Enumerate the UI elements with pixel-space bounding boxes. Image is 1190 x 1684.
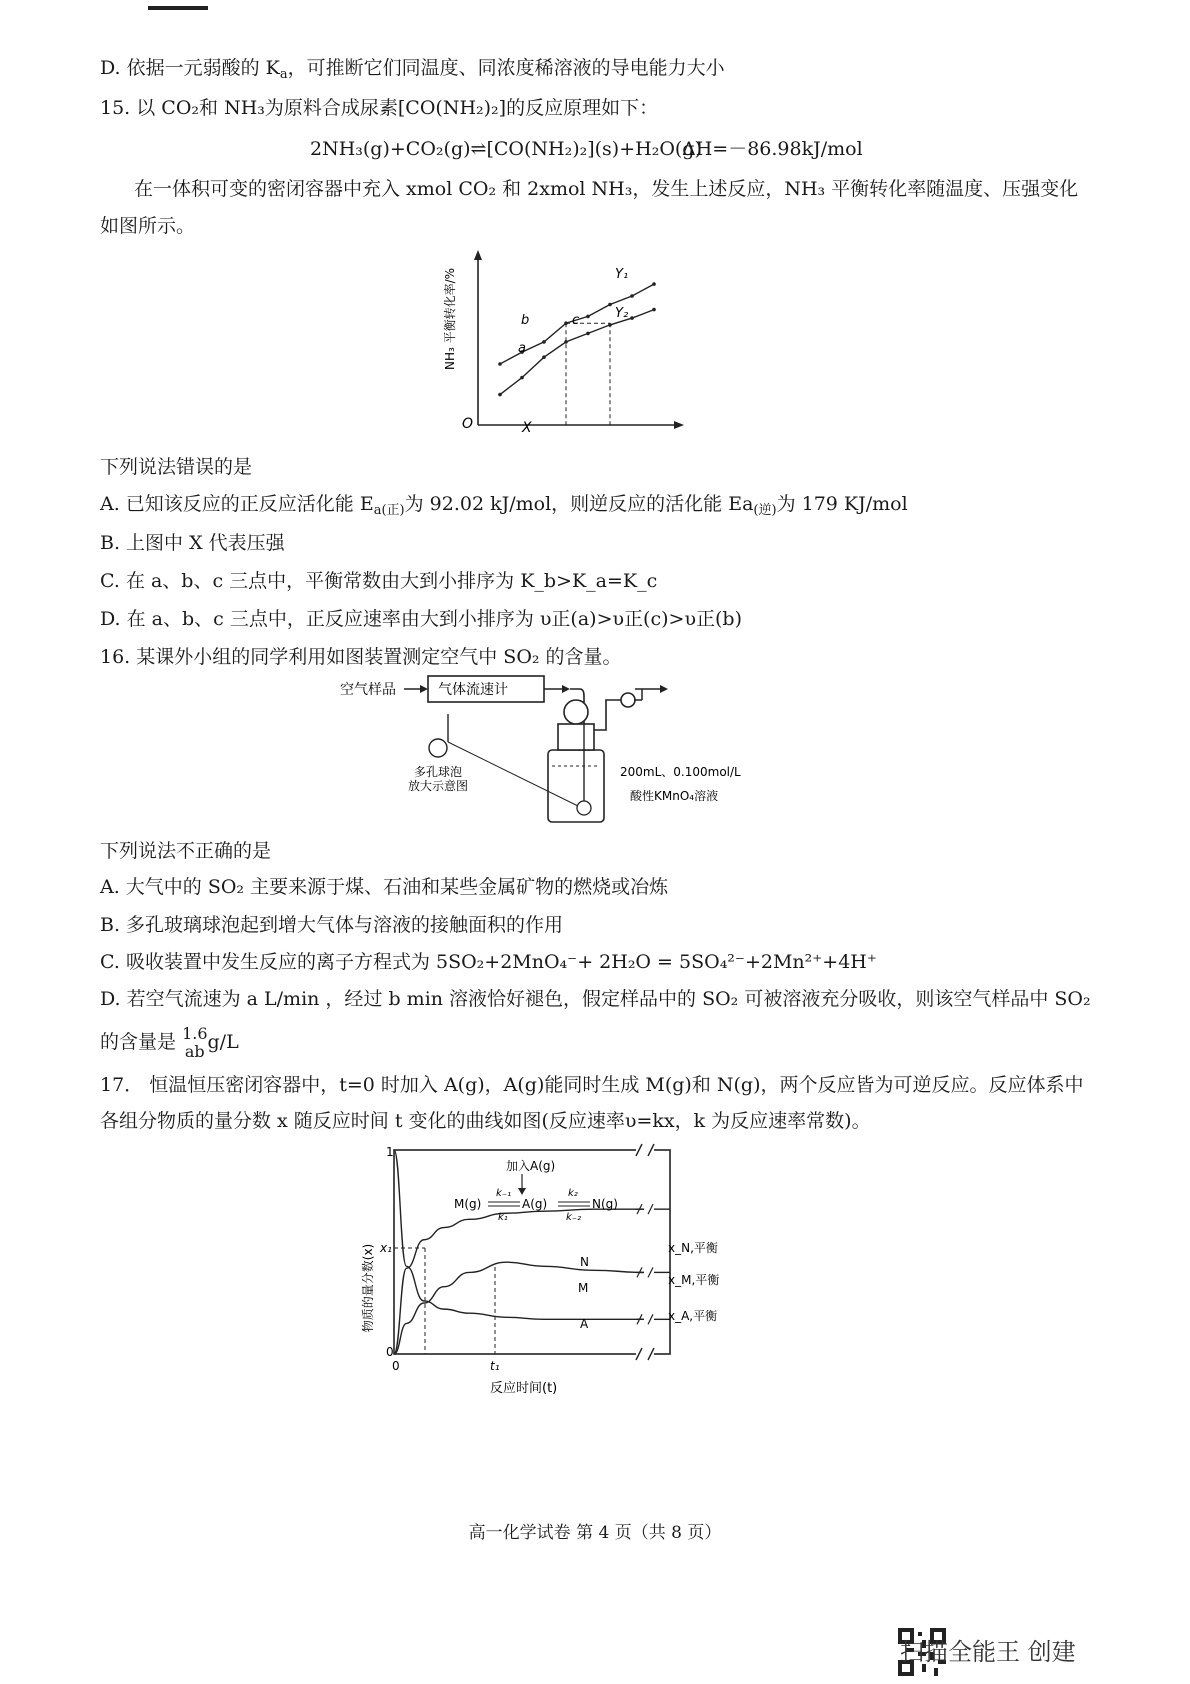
q16-option-d: D. 若空气流速为 a L/min ，经过 b min 溶液恰好褪色，假定样品中的 SO₂ 可被溶液充分吸收，则该空气样品中 SO₂ xyxy=(100,988,1091,1010)
series-2-point xyxy=(498,393,502,397)
q15-prompt: 下列说法错误的是 xyxy=(100,456,253,478)
k-2: k₂ xyxy=(568,1188,578,1199)
top-mark xyxy=(148,6,208,10)
k-1: k₁ xyxy=(498,1212,508,1223)
fraction: 1.6 ab xyxy=(182,1024,208,1061)
bottle-neck xyxy=(558,724,594,750)
scheme-n: N(g) xyxy=(592,1197,618,1211)
point-label-c: c xyxy=(572,313,580,328)
chart15-origin: O xyxy=(462,416,474,432)
arrow-head-3 xyxy=(660,685,668,693)
eq-label-xm: x_M,平衡 xyxy=(668,1273,720,1287)
add-arrow-head xyxy=(518,1188,526,1195)
bubble-magnified xyxy=(429,739,447,757)
solution-label-2: 酸性KMnO₄溶液 xyxy=(630,789,719,803)
q15-option-b: B. 上图中 X 代表压强 xyxy=(100,532,285,554)
series-2-point xyxy=(542,355,546,359)
series-1-point xyxy=(608,303,612,307)
series-1-point xyxy=(498,362,502,366)
curve-label-n: N xyxy=(580,1255,589,1269)
series-label-y1: Y₁ xyxy=(615,267,629,282)
series-1-point xyxy=(542,340,546,344)
q16-option-d-cont: 的含量是 1.6 ab g/L xyxy=(100,1024,239,1061)
curve-label-m: M xyxy=(578,1281,589,1295)
k-minus-1: k₋₁ xyxy=(496,1188,512,1199)
curve-A-break-2 xyxy=(648,1314,653,1324)
series-1-point xyxy=(586,315,590,319)
outlet-bulb xyxy=(621,693,635,707)
chart17-xlabel: 反应时间(t) xyxy=(490,1381,558,1396)
curve-A xyxy=(394,1150,644,1319)
q14-option-d: D. 依据一元弱酸的 $K_a$，可推断它们同温度、同浓度稀溶液的导电能力大小 xyxy=(100,57,725,82)
outlet-tube xyxy=(594,700,622,730)
q15-option-a: A. 已知该反应的正反应活化能 $E_{a(正)}$为 92.02 kJ/mol，则逆反应的活化能 $Ea_{(逆)}$为 179 KJ/mol xyxy=(100,493,908,518)
q15-desc-1: 在一体积可变的密闭容器中充入 xmol CO₂ 和 2xmol NH₃，发生上述反应，NH₃ 平衡转化率随温度、压强变化 xyxy=(134,178,1079,200)
q15-equation: 2NH₃(g)+CO₂(g)⇌[CO(NH₂)₂](s)+H₂O(g) xyxy=(310,138,702,160)
arrow-head-2 xyxy=(562,685,570,693)
point-label-b: b xyxy=(521,313,530,328)
point-label-a: a xyxy=(518,341,526,356)
chart15-ylabel: NH₃ 平衡转化率/% xyxy=(443,267,457,370)
eq-label-xa: x_A,平衡 xyxy=(668,1309,718,1323)
chart17-ylabel: 物质的量分数(x) xyxy=(361,1243,375,1333)
series-2-point xyxy=(586,332,590,336)
q15-stem: 15. 以 CO₂和 NH₃为原料合成尿素[CO(NH₂)₂]的反应原理如下： xyxy=(100,97,659,119)
page-footer: 高一化学试卷 第 4 页（共 8 页） xyxy=(468,1523,722,1543)
gas-bottle xyxy=(548,750,604,822)
y-arrow xyxy=(474,250,482,260)
x-arrow xyxy=(674,421,684,429)
y-tick-1: 1 xyxy=(386,1145,394,1159)
series-2-point xyxy=(630,316,634,320)
scheme-a: A(g) xyxy=(522,1197,548,1211)
curve-N xyxy=(394,1209,644,1354)
bulb xyxy=(564,700,588,724)
q16-stem: 16. 某课外小组的同学利用如图装置测定空气中 SO₂ 的含量。 xyxy=(100,646,622,668)
x1-tick: x₁ xyxy=(380,1241,392,1255)
q16-option-b: B. 多孔玻璃球泡起到增大气体与溶液的接触面积的作用 xyxy=(100,914,564,936)
series-1-point xyxy=(630,294,634,298)
porous-bulb xyxy=(577,801,591,815)
q16-option-a: A. 大气中的 SO₂ 主要来源于煤、石油和某些金属矿物的燃烧或冶炼 xyxy=(100,876,669,898)
chart-mole-fraction xyxy=(350,1140,730,1410)
q15-desc-2: 如图所示。 xyxy=(100,215,196,237)
curve-M xyxy=(394,1262,644,1354)
chart-nh3-conversion xyxy=(440,250,690,480)
series-2-point xyxy=(520,376,524,380)
bubble-label-2: 放大示意图 xyxy=(408,779,469,793)
k-minus-2: k₋₂ xyxy=(566,1212,582,1223)
y-tick-0: 0 xyxy=(386,1345,394,1359)
curve-M-break-2 xyxy=(648,1267,653,1277)
q15-enthalpy: ΔH=－86.98kJ/mol xyxy=(682,138,863,160)
solution-label-1: 200mL、0.100mol/L xyxy=(620,765,741,779)
q15-option-c: C. 在 a、b、c 三点中，平衡常数由大到小排序为 K_b>K_a=K_c xyxy=(100,570,658,592)
air-sample-label: 空气样品 xyxy=(340,682,396,698)
series-label-y2: Y₂ xyxy=(615,306,629,321)
q16-option-c: C. 吸收装置中发生反应的离子方程式为 5SO₂+2MnO₄⁻+ 2H₂O = 5SO₄²⁻+2Mn²⁺+4H⁺ xyxy=(100,951,877,973)
eq-label-xn: x_N,平衡 xyxy=(668,1241,718,1255)
curve-label-a: A xyxy=(580,1317,589,1331)
chart17-frame xyxy=(394,1150,670,1354)
arrow-head-1 xyxy=(420,685,428,693)
series-1-point xyxy=(652,282,656,286)
scheme-m: M(g) xyxy=(454,1197,482,1211)
add-a-label: 加入A(g) xyxy=(506,1159,556,1173)
q15-option-d: D. 在 a、b、c 三点中，正反应速率由大到小排序为 υ正(a)>υ正(c)>υ正(b) xyxy=(100,608,742,630)
bubble-label-1: 多孔球泡 xyxy=(414,765,463,779)
q16-prompt: 下列说法不正确的是 xyxy=(100,840,272,862)
chart15-xlabel: X xyxy=(522,420,532,436)
curve-N-break-2 xyxy=(648,1204,653,1214)
flow-meter-label: 气体流速计 xyxy=(438,682,508,698)
q17-stem-2: 各组分物质的量分数 x 随反应时间 t 变化的曲线如图(反应速率υ=kx，k 为反应速率常数)。 xyxy=(100,1110,871,1132)
series-2-point xyxy=(652,308,656,312)
scanner-brand: 扫描全能王 创建 xyxy=(900,1638,1076,1666)
q17-stem-1: 17． 恒温恒压密闭容器中，t=0 时加入 A(g)，A(g)能同时生成 M(g)和 N(g)，两个反应皆为可逆反应。反应体系中 xyxy=(100,1074,1084,1096)
x-tick-0: 0 xyxy=(392,1359,400,1373)
apparatus-diagram xyxy=(330,670,750,830)
t1-tick: t₁ xyxy=(490,1359,500,1373)
